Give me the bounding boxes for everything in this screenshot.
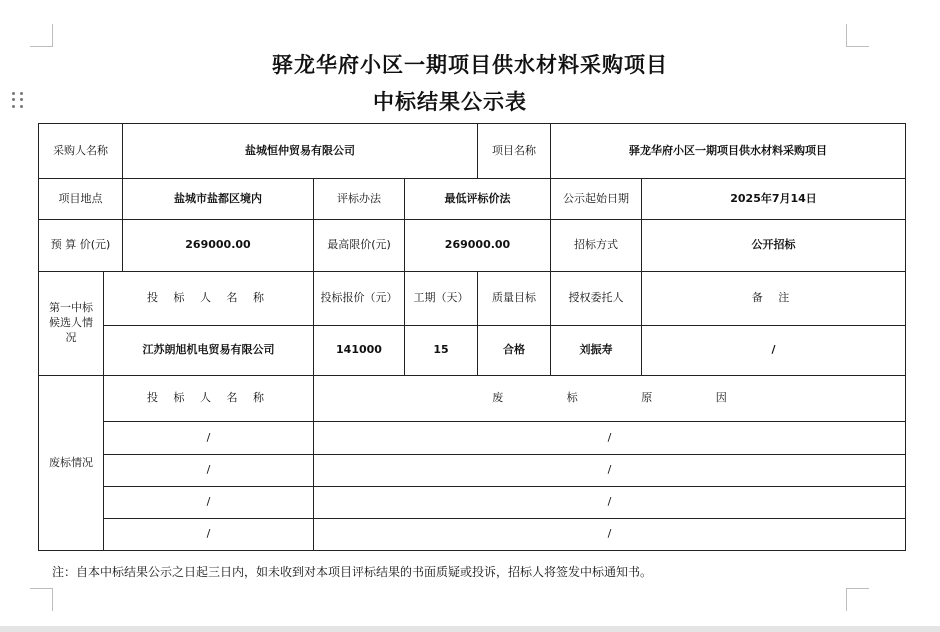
rejected-reason-cell: /: [314, 455, 906, 487]
document-subtitle: 中标结果公示表: [373, 90, 527, 114]
rejected-bidder-cell: /: [104, 422, 314, 455]
max-price-value: 269000.00: [405, 220, 551, 272]
corner-mark-bottom-left: [30, 588, 53, 611]
winner-remark: /: [642, 326, 906, 376]
quality-header: 质量目标: [478, 272, 551, 326]
location-value: 盐城市盐都区境内: [123, 179, 314, 220]
purchaser-value: 盐城恒仲贸易有限公司: [123, 124, 478, 179]
rejected-label: 废标情况: [39, 376, 104, 551]
rejected-reason-cell: /: [314, 487, 906, 519]
purchaser-label: 采购人名称: [39, 124, 123, 179]
corner-mark-top-right: [846, 24, 869, 47]
eval-method-label: 评标办法: [314, 179, 405, 220]
table-row: [39, 124, 906, 179]
bid-method-value: 公开招标: [642, 220, 906, 272]
table-row: [39, 272, 906, 326]
bidder-name-header: 投 标 人 名 称: [104, 272, 314, 326]
table-row: [39, 422, 906, 455]
bid-price-header: 投标报价（元）: [314, 272, 405, 326]
eval-method-value: 最低评标价法: [405, 179, 551, 220]
bid-method-label: 招标方式: [551, 220, 642, 272]
footnote: 注：自本中标结果公示之日起三日内，如未收到对本项目评标结果的书面质疑或投诉，招标人将签发中标通知书。: [52, 565, 653, 579]
rejected-bidder-cell: /: [104, 487, 314, 519]
duration-header: 工期（天）: [405, 272, 478, 326]
winner-name: 江苏朗旭机电贸易有限公司: [104, 326, 314, 376]
rejected-reason-cell: /: [314, 519, 906, 551]
page-bottom-edge: [0, 626, 940, 632]
corner-mark-bottom-right: [846, 588, 869, 611]
agent-header: 授权委托人: [551, 272, 642, 326]
winner-quality: 合格: [478, 326, 551, 376]
winner-price: 141000: [314, 326, 405, 376]
table-row: [39, 326, 906, 376]
budget-value: 269000.00: [123, 220, 314, 272]
first-candidate-label: 第一中标候选人情况: [39, 272, 104, 376]
result-table: [38, 123, 906, 551]
document-title: 驿龙华府小区一期项目供水材料采购项目: [272, 53, 668, 77]
max-price-label: 最高限价(元): [314, 220, 405, 272]
table-row: [39, 519, 906, 551]
publish-date-label: 公示起始日期: [551, 179, 642, 220]
project-name-value: 驿龙华府小区一期项目供水材料采购项目: [551, 124, 906, 179]
winner-agent: 刘振寿: [551, 326, 642, 376]
rejected-reason-cell: /: [314, 422, 906, 455]
publish-date-value: 2025年7月14日: [642, 179, 906, 220]
rejected-bidder-header: 投 标 人 名 称: [104, 376, 314, 422]
project-name-label: 项目名称: [478, 124, 551, 179]
rejected-bidder-cell: /: [104, 455, 314, 487]
table-row: [39, 487, 906, 519]
budget-label: 预 算 价(元): [39, 220, 123, 272]
remark-header: 备 注: [642, 272, 906, 326]
location-label: 项目地点: [39, 179, 123, 220]
corner-mark-top-left: [30, 24, 53, 47]
rejected-reason-header: 废 标 原 因: [314, 376, 906, 422]
table-row: [39, 376, 906, 422]
table-row: [39, 179, 906, 220]
rejected-bidder-cell: /: [104, 519, 314, 551]
winner-duration: 15: [405, 326, 478, 376]
table-row: [39, 220, 906, 272]
table-row: [39, 455, 906, 487]
